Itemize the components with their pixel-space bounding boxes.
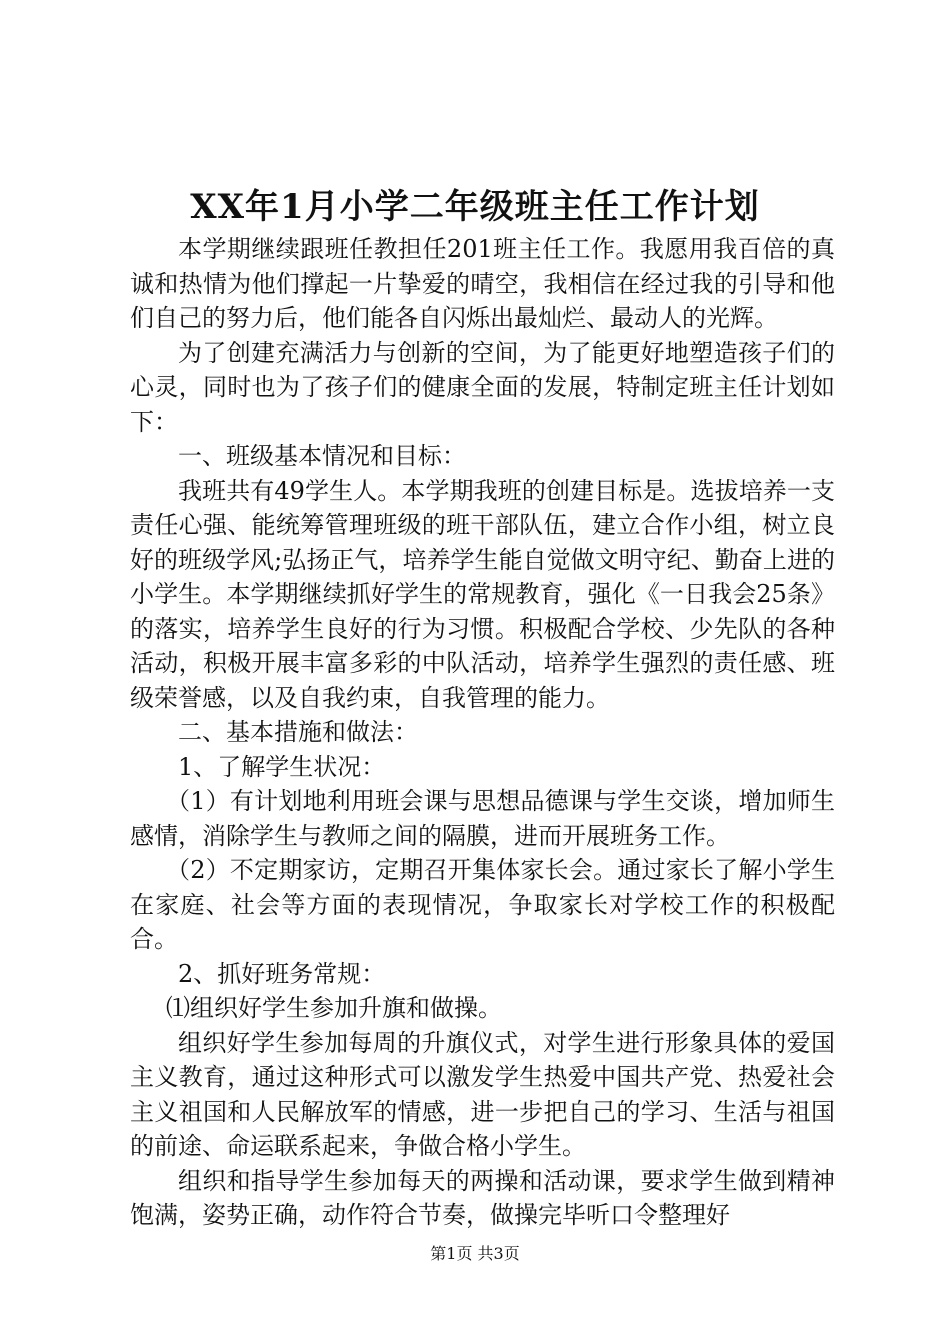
paragraph-daily-exercises: 组织和指导学生参加每天的两操和活动课，要求学生做到精神饱满，姿势正确，动作符合节奏，做操完毕听口令整理好 xyxy=(130,1166,835,1229)
paragraph-purpose: 为了创建充满活力与创新的空间，为了能更好地塑造孩子们的心灵，同时也为了孩子们的健康全面的发展，特制定班主任计划如下： xyxy=(130,338,835,436)
list-item-flag-exercise: ⑴组织好学生参加升旗和做操。 xyxy=(166,994,502,1022)
document-body xyxy=(130,232,835,1233)
section-heading-measures: 二、基本措施和做法： xyxy=(178,718,418,746)
list-item-class-meeting: （1）有计划地利用班会课与思想品德课与学生交谈，增加师生感情，消除学生与教师之间的隔膜，进而开展班务工作。 xyxy=(130,787,835,850)
document-title: XX年1月小学二年级班主任工作计划 xyxy=(190,187,760,227)
section-heading-class-info: 一、班级基本情况和目标： xyxy=(178,442,466,470)
subheading-understand-students: 1、了解学生状况： xyxy=(178,752,386,781)
paragraph-intro: 本学期继续跟班任教担任201班主任工作。我愿用我百倍的真诚和热情为他们撑起一片挚爱的晴空，我相信在经过我的引导和他们自己的努力后，他们能各自闪烁出最灿烂、最动人的光辉。 xyxy=(130,235,835,332)
paragraph-class-goals: 我班共有49学生人。本学期我班的创建目标是。选拔培养一支责任心强、能统筹管理班级的班干部队伍，建立合作小组，树立良好的班级学风;弘扬正气，培养学生能自觉做文明守纪、勤奋上进的小学生。本学期继续抓好学生的常规教育，强化《一日我会25条》的落实，培养学生良好的行为习惯。积极配合学校、少先队的各种活动，积极开展丰富多彩的中队活动，培养学生强烈的责任感、班级荣誉感，以及自我约束，自我管理的能力。 xyxy=(130,476,835,712)
page-footer: 第1页 共3页 xyxy=(430,1244,520,1263)
paragraph-flag-ceremony: 组织好学生参加每周的升旗仪式，对学生进行形象具体的爱国主义教育，通过这种形式可以激发学生热爱中国共产党、热爱社会主义祖国和人民解放军的情感，进一步把自己的学习、生活与祖国的前途、命运联系起来，争做合格小学生。 xyxy=(130,1028,835,1160)
list-item-home-visits: （2）不定期家访，定期召开集体家长会。通过家长了解小学生在家庭、社会等方面的表现情况，争取家长对学校工作的积极配合。 xyxy=(130,856,835,953)
subheading-class-routine: 2、抓好班务常规： xyxy=(178,959,386,988)
